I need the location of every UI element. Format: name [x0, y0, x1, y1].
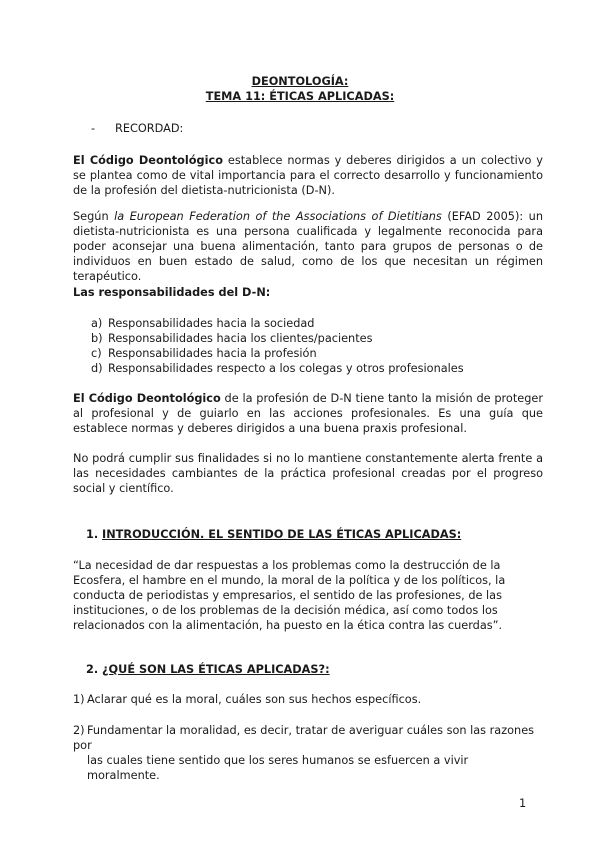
list-marker: d) [91, 362, 103, 375]
list-item [91, 361, 531, 376]
paragraph-efad-italic: la European Federation of the Associations of Dietitians [114, 210, 442, 223]
list-text: Responsabilidades hacia la profesión [108, 347, 317, 360]
paragraph-efad [73, 209, 543, 284]
section-heading-2 [86, 662, 546, 677]
section-title: ¿QUÉ SON LAS ÉTICAS APLICADAS?: [102, 663, 330, 676]
paragraph-efad-post: (EFAD 2005): un dietista-nutricionista es una persona cualificada y legalmente reconocida para poder aconsejar una buena alimentación, tanto para grupos de personas o de individuos en buen estado de salud, como de los que necesitan un régimen terapéutico. [73, 210, 544, 283]
dash-marker: - [91, 122, 96, 135]
paragraph-mision-bold: El Código Deontológico [73, 392, 221, 405]
numbered-item [73, 692, 543, 707]
list-item [91, 346, 531, 361]
paragraph-finalidades: No podrá cumplir sus finalidades si no lo mantiene constantemente alerta frente a las necesidades cambiantes de la práctica profesional creadas por el progreso social y científico. [73, 452, 543, 495]
paragraph-codigo [73, 153, 543, 198]
numbered-marker: 1) [73, 693, 85, 706]
paragraph-mision-text: de la profesión de D-N tiene tanto la misión de proteger al profesional y de guiarlo en las acciones profesionales. Es una guía que establece normas y deberes dirigidos a una buena praxis profesional. [73, 392, 543, 435]
document-subtitle: TEMA 11: ÉTICAS APLICADAS: [205, 90, 395, 103]
numbered-text: Fundamentar la moralidad, es decir, tratar de averiguar cuáles son las razones por [73, 724, 535, 752]
page-number: 1 [519, 797, 527, 810]
list-marker: c) [91, 347, 102, 360]
recordad-item [91, 121, 183, 136]
list-text: Responsabilidades hacia la sociedad [108, 317, 315, 330]
list-marker: a) [91, 317, 103, 330]
paragraph-efad-pre: Según [73, 210, 115, 223]
document-title: DEONTOLOGÍA: [251, 75, 349, 88]
numbered-text-continued: las cuales tiene sentido que los seres humanos se esfuercen a vivir moralmente. [87, 754, 469, 782]
list-text: Responsabilidades hacia los clientes/pacientes [108, 332, 373, 345]
section-heading-1 [86, 527, 546, 542]
section-number: 2. [86, 663, 99, 676]
section-number: 1. [86, 528, 99, 541]
numbered-item [73, 723, 543, 783]
numbered-marker: 2) [73, 724, 85, 737]
paragraph-mision [73, 391, 543, 436]
section-title: INTRODUCCIÓN. EL SENTIDO DE LAS ÉTICAS APLICADAS: [102, 528, 462, 541]
paragraph-codigo-bold: El Código Deontológico [73, 154, 223, 167]
list-item [91, 316, 531, 331]
list-marker: b) [91, 332, 103, 345]
list-item [91, 331, 531, 346]
responsibilities-heading [73, 285, 543, 300]
quote-paragraph: “La necesidad de dar respuestas a los problemas como la destrucción de la Ecosfera, el hambre en el mundo, la moral de la política y de los políticos, la conducta de periodistas y empresarios, el sentido de las profesiones, de las instituciones, o de los problemas de la decisión médica, así como todos los relacionados con la alimentación, ha puesto en la ética contra las cuerdas”. [73, 559, 506, 632]
responsibilities-heading-text: Las responsabilidades del D-N: [73, 286, 271, 299]
numbered-text: Aclarar qué es la moral, cuáles son sus hechos específicos. [87, 693, 422, 706]
list-text: Responsabilidades respecto a los colegas y otros profesionales [108, 362, 464, 375]
recordad-label: RECORDAD: [115, 122, 184, 135]
paragraph-codigo-text: establece normas y deberes dirigidos a un colectivo y se plantea como de vital importancia para el correcto desarrollo y funcionamiento de la profesión del dietista-nutricionista (D-N). [73, 154, 543, 197]
